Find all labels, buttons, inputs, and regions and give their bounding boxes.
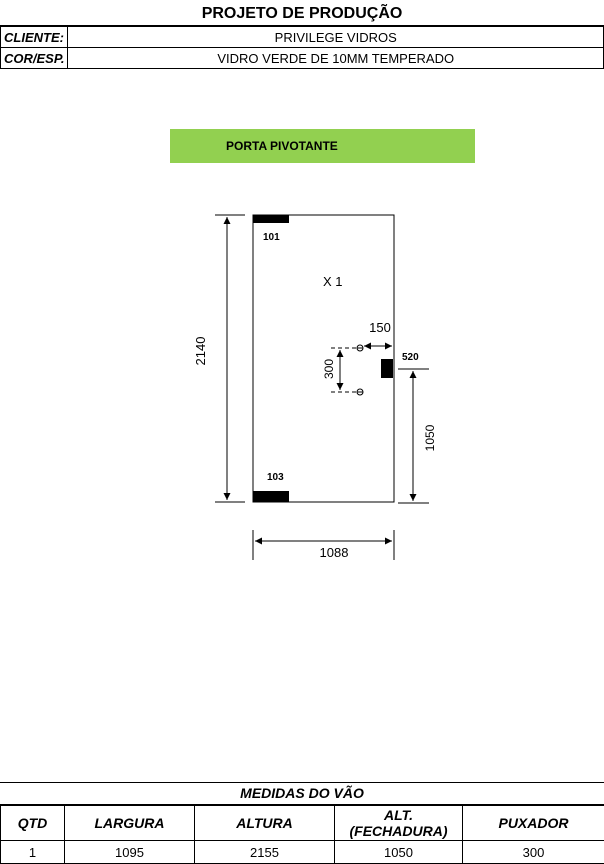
cell-largura: 1095 (65, 841, 195, 864)
width-dimension: 1088 (320, 545, 349, 560)
measures-title: MEDIDAS DO VÃO (0, 782, 604, 805)
measures-header-row (1, 806, 604, 841)
piece-type-label: PORTA PIVOTANTE (226, 139, 338, 153)
top-hinge-block (253, 215, 289, 223)
column-altura: ALTURA (195, 806, 335, 841)
height-dimension: 2140 (193, 337, 208, 366)
handle-offset: 150 (369, 320, 391, 335)
lock-height: 1050 (423, 424, 437, 451)
measures-section (0, 782, 604, 864)
cell-altura: 2155 (195, 841, 335, 864)
cell-puxador: 300 (463, 841, 604, 864)
column-puxador: PUXADOR (463, 806, 604, 841)
column-qtd: QTD (1, 806, 65, 841)
bottom-hinge-block (253, 491, 289, 502)
table-row (1, 841, 604, 864)
bottom-hardware-code: 103 (267, 472, 284, 483)
lock-code: 520 (402, 352, 419, 363)
lock-block (381, 359, 393, 378)
cell-qtd: 1 (1, 841, 65, 864)
top-hardware-code: 101 (263, 232, 280, 243)
page-title: PROJETO DE PRODUÇÃO (0, 0, 604, 26)
color-value: VIDRO VERDE DE 10MM TEMPERADO (68, 48, 604, 69)
measures-table (0, 805, 604, 864)
handle-spacing: 300 (322, 359, 336, 379)
quantity-label: X 1 (323, 274, 343, 289)
client-value: PRIVILEGE VIDROS (68, 27, 604, 48)
door-panel (253, 215, 394, 502)
client-label: CLIENTE: (1, 27, 68, 48)
column-alt-fechadura: ALT. (FECHADURA) (335, 806, 463, 841)
color-label: COR/ESP. (1, 48, 68, 69)
column-largura: LARGURA (65, 806, 195, 841)
cell-alt-fechadura: 1050 (335, 841, 463, 864)
